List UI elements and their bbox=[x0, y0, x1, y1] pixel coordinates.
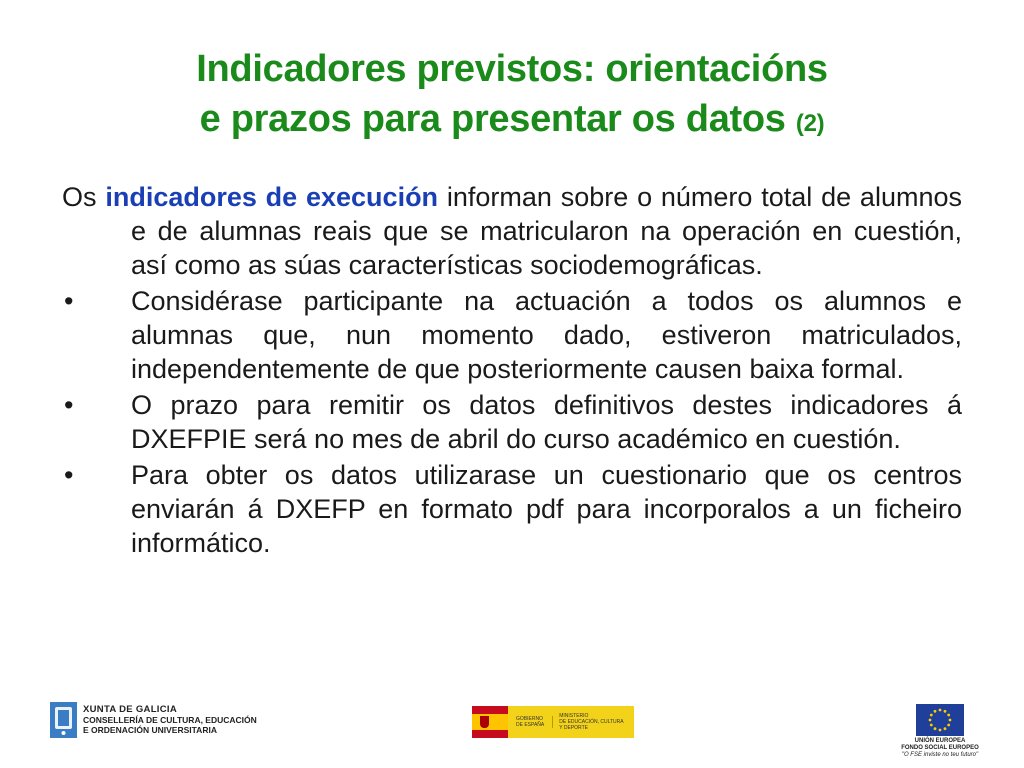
slide-title bbox=[0, 44, 1024, 149]
xunta-name: XUNTA DE GALICIA bbox=[83, 704, 177, 715]
eu-line2: FONDO SOCIAL EUROPEO bbox=[901, 745, 979, 751]
bullet-text: Considérase participante na actuación a todos os alumnos e alumnas que, nun momento dado, estiveron matriculados, independentemente de que posteriormente causen baixa formal. bbox=[131, 286, 962, 384]
bullet-dot: • bbox=[64, 460, 74, 490]
bullet-item bbox=[62, 458, 962, 560]
eu-motto: "O FSE inviste no teu futuro" bbox=[901, 752, 979, 758]
eu-logo bbox=[895, 704, 985, 759]
bullet-dot: • bbox=[64, 390, 74, 420]
bullet-dot: • bbox=[64, 286, 74, 316]
intro-rest: informan sobre o número total de alumnos e de alumnas reais que se matricularon na operación en cuestión, así como as súas características sociodemográficas. bbox=[131, 182, 962, 280]
ministerio-line2: DE EDUCACIÓN, CULTURA bbox=[559, 719, 624, 725]
ministerio-line1: MINISTERIO bbox=[559, 713, 589, 719]
galicia-flag-icon bbox=[50, 702, 77, 738]
bullet-text: Para obter os datos utilizarase un cuestionario que os centros enviarán á DXEFP en formato pdf para incorporalos a un ficheiro informático. bbox=[131, 460, 962, 558]
xunta-dept-line1: CONSELLERÍA DE CULTURA, EDUCACIÓN bbox=[83, 715, 257, 725]
gobierno-line1: GOBIERNO bbox=[516, 716, 543, 722]
intro-highlight: indicadores de execución bbox=[105, 182, 439, 212]
intro-paragraph bbox=[62, 180, 962, 282]
slide-title-line1: Indicadores previstos: orientacións bbox=[196, 48, 828, 90]
bullet-text: O prazo para remitir os datos definitivos destes indicadores á DXEFPIE será no mes de abril do curso académico en cuestión. bbox=[131, 390, 962, 454]
slide-body bbox=[62, 180, 962, 562]
ministerio-line3: Y DEPORTE bbox=[559, 725, 588, 731]
footer-logos bbox=[0, 690, 1024, 768]
ministerio-box bbox=[508, 706, 634, 738]
slide-title-line2 bbox=[0, 94, 1024, 149]
bullet-item bbox=[62, 388, 962, 456]
spain-flag-icon bbox=[472, 706, 508, 738]
xunta-text bbox=[83, 705, 257, 735]
eu-line1: UNIÓN EUROPEA bbox=[914, 738, 966, 744]
xunta-dept-line2: E ORDENACIÓN UNIVERSITARIA bbox=[83, 725, 217, 735]
ministerio-logo bbox=[472, 706, 634, 738]
gobierno-line2: DE ESPAÑA bbox=[516, 722, 545, 728]
eu-flag-icon bbox=[916, 704, 964, 736]
slide-title-line2-text: e prazos para presentar os datos bbox=[199, 98, 786, 140]
eu-text bbox=[895, 738, 985, 759]
xunta-logo bbox=[50, 702, 257, 738]
slide-title-suffix: (2) bbox=[795, 110, 825, 137]
bullet-item bbox=[62, 284, 962, 386]
intro-prefix: Os bbox=[62, 182, 97, 212]
